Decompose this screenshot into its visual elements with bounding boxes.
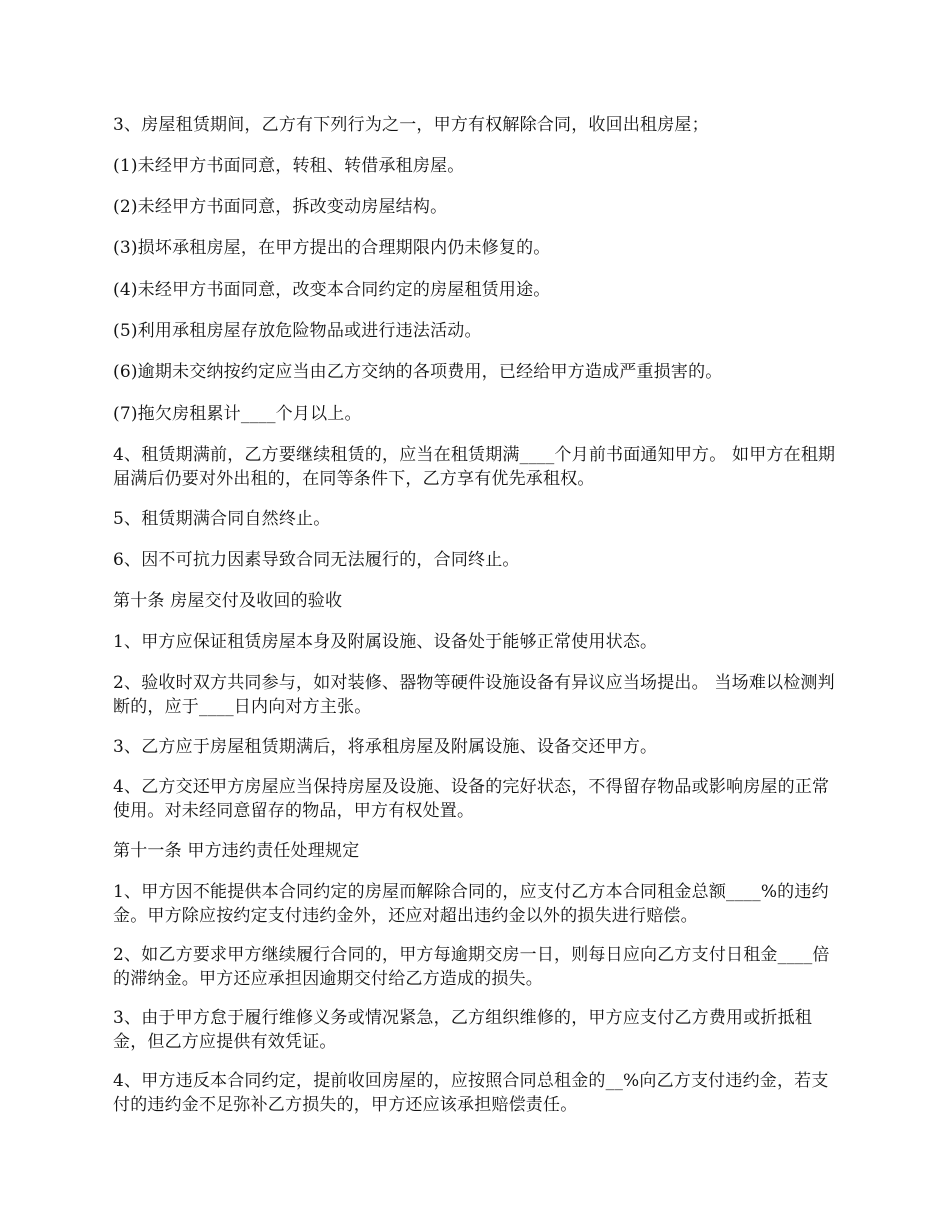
clause-item-4: (4)未经甲方书面同意，改变本合同约定的房屋租赁用途。 bbox=[113, 280, 551, 300]
article-10-heading: 第十条 房屋交付及收回的验收 bbox=[113, 591, 343, 611]
clause-item-3: (3)损坏承租房屋，在甲方提出的合理期限内仍未修复的。 bbox=[113, 238, 551, 258]
clause-item-6: (6)逾期未交纳按约定应当由乙方交纳的各项费用，已经给甲方造成严重损害的。 bbox=[113, 362, 723, 382]
clause-3-termination: 3、房屋租赁期间，乙方有下列行为之一，甲方有权解除合同，收回出租房屋； bbox=[113, 115, 709, 135]
clause-item-7: (7)拖欠房租累计____个月以上。 bbox=[113, 404, 362, 424]
article-10-clause-3: 3、乙方应于房屋租赁期满后，将承租房屋及附属设施、设备交还甲方。 bbox=[113, 737, 658, 757]
article-11-clause-1: 1、甲方因不能提供本合同约定的房屋而解除合同的，应支付乙方本合同租金总额____%的违约金。甲方除应按约定支付违约金外，还应对超出违约金以外的损失进行赔偿。 bbox=[113, 882, 829, 926]
clause-4-renewal: 4、租赁期满前，乙方要继续租赁的，应当在租赁期满____个月前书面通知甲方。 如甲方在租期届满后仍要对外出租的，在同等条件下，乙方享有优先承租权。 bbox=[113, 445, 836, 489]
clause-6-force-majeure: 6、因不可抗力因素导致合同无法履行的，合同终止。 bbox=[113, 550, 520, 570]
clause-item-2: (2)未经甲方书面同意，拆改变动房屋结构。 bbox=[113, 197, 448, 217]
article-10-clause-4: 4、乙方交还甲方房屋应当保持房屋及设施、设备的完好状态，不得留存物品或影响房屋的正常使用。对未经同意留存的物品，甲方有权处置。 bbox=[113, 777, 830, 821]
article-11-clause-3: 3、由于甲方怠于履行维修义务或情况紧急，乙方组织维修的，甲方应支付乙方费用或折抵租金，但乙方应提供有效凭证。 bbox=[113, 1008, 813, 1052]
article-11-clause-2: 2、如乙方要求甲方继续履行合同的，甲方每逾期交房一日，则每日应向乙方支付日租金____倍的滞纳金。甲方还应承担因逾期交付给乙方造成的损失。 bbox=[113, 945, 830, 989]
article-11-heading: 第十一条 甲方违约责任处理规定 bbox=[113, 841, 360, 861]
clause-item-5: (5)利用承租房屋存放危险物品或进行违法活动。 bbox=[113, 321, 482, 341]
article-10-clause-2: 2、验收时双方共同参与，如对装修、器物等硬件设施设备有异议应当场提出。 当场难以检测判断的，应于____日内向对方主张。 bbox=[113, 673, 835, 717]
clause-item-1: (1)未经甲方书面同意，转租、转借承租房屋。 bbox=[113, 156, 465, 176]
clause-5-expiry: 5、租赁期满合同自然终止。 bbox=[113, 509, 331, 529]
article-11-clause-4: 4、甲方违反本合同约定，提前收回房屋的，应按照合同总租金的__%向乙方支付违约金，若支付的违约金不足弥补乙方损失的，甲方还应该承担赔偿责任。 bbox=[113, 1071, 829, 1115]
article-10-clause-1: 1、甲方应保证租赁房屋本身及附属设施、设备处于能够正常使用状态。 bbox=[113, 632, 658, 652]
